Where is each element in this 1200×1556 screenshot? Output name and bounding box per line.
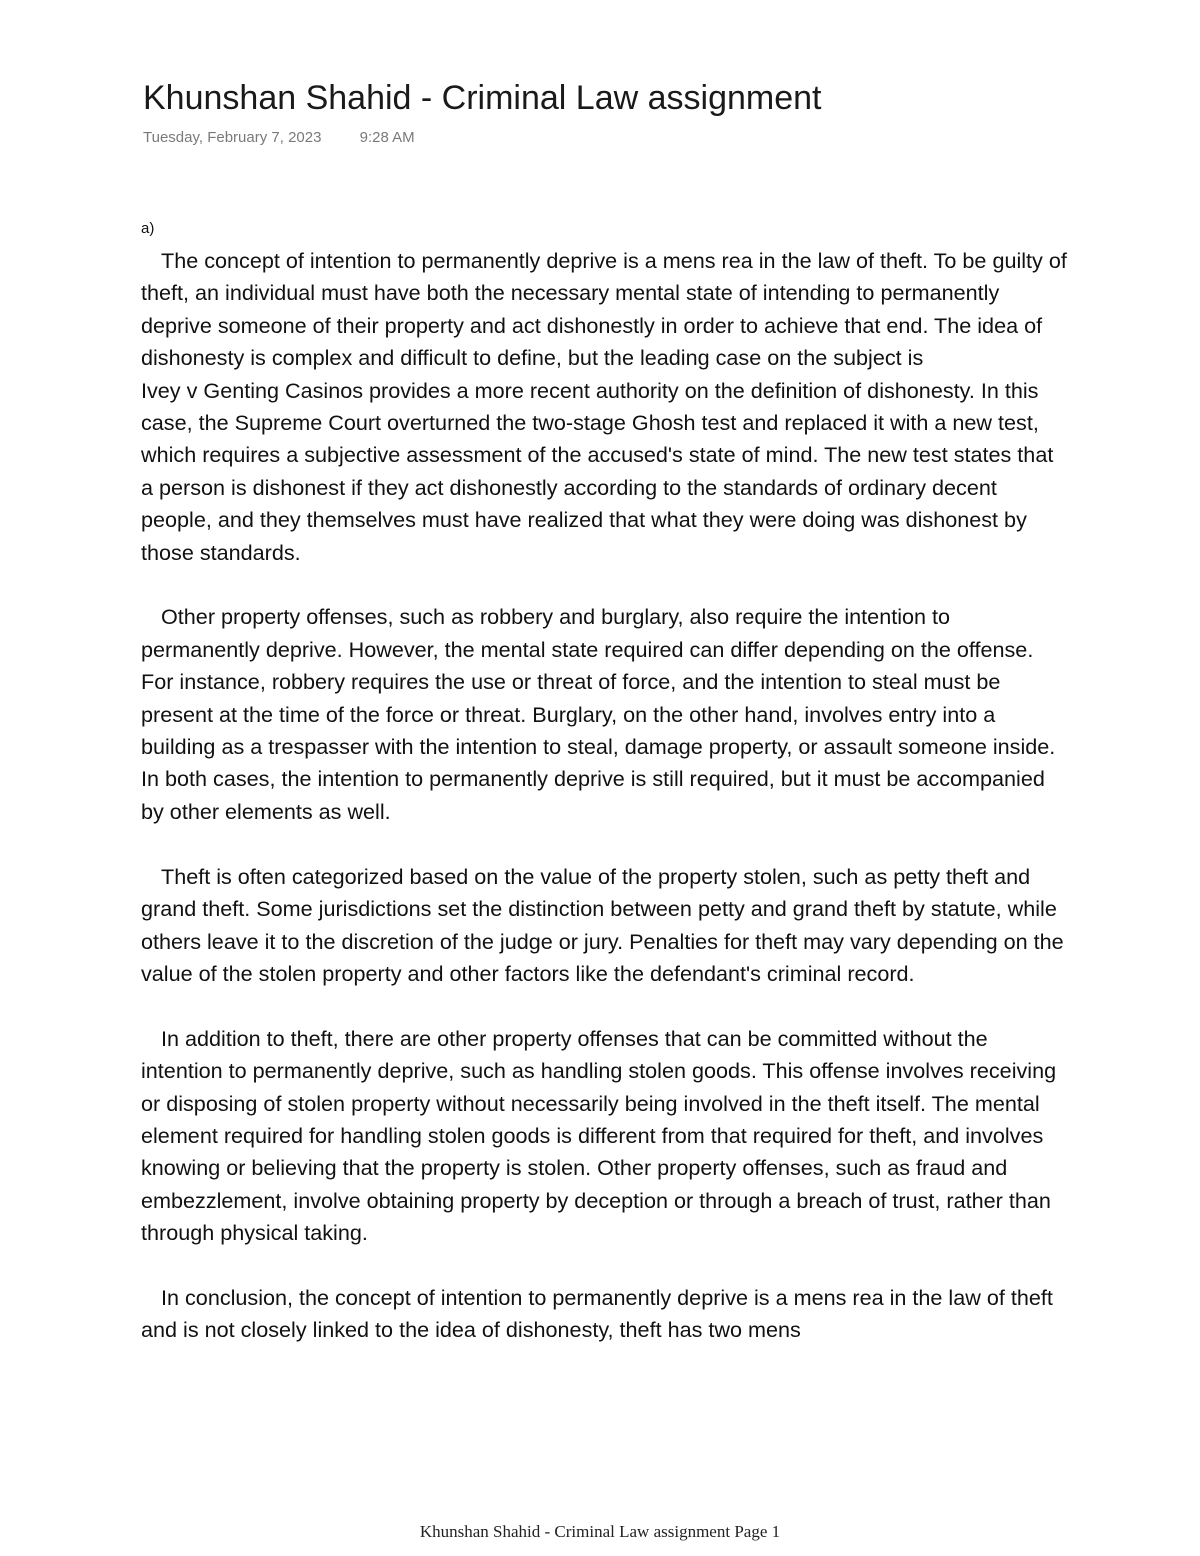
- created-date: Tuesday, February 7, 2023: [143, 129, 322, 146]
- paragraph-intro: The concept of intention to permanently deprive is a mens rea in the law of theft. To be guilty of theft, an individual must have both the necessary mental state of intending to permanently deprive someone of their property and act dishonestly in order to achieve that end. The idea of dishonesty is complex and difficult to define, but the leading case on the subject is: [141, 248, 1067, 371]
- paragraph-conclusion: In conclusion, the concept of intention to permanently deprive is a mens rea in the law of theft and is not closely linked to the idea of dishonesty, theft has two mens: [141, 1284, 1053, 1343]
- paragraph-theft-categories: Theft is often categorized based on the value of the property stolen, such as petty theft and grand theft. Some jurisdictions set the distinction between petty and grand theft by statute, while others leave it to the discretion of the judge or jury. Penalties for theft may vary depending on the value of the stolen property and other factors like the defendant's criminal record.: [141, 863, 1064, 986]
- paragraph-other-offenses: Other property offenses, such as robbery and burglary, also require the intention to permanently deprive. However, the mental state required can differ depending on the offense. For instance, robbery requires the use or threat of force, and the intention to steal must be present at the time of the force or threat. Burglary, on the other hand, involves entry into a building as a trespasser with the intention to steal, damage property, or assault someone inside. In both cases, the intention to permanently deprive is still required, but it must be accompanied by other elements as well.: [141, 604, 1056, 824]
- paragraph-ivey: Ivey v Genting Casinos provides a more recent authority on the definition of dishonesty. In this case, the Supreme Court overturned the two-stage Ghosh test and replaced it with a new test, which requires a subjective assessment of the accused's state of mind. The new test states that a person is dishonest if they act dishonestly according to the standards of ordinary decent people, and they themselves must have realized that what they were doing was dishonest by those standards.: [141, 377, 1054, 565]
- page-footer: Khunshan Shahid - Criminal Law assignment Page 1: [419, 1522, 781, 1541]
- section-label: a): [141, 220, 155, 237]
- paragraph-handling-stolen-goods: In addition to theft, there are other property offenses that can be committed without the intention to permanently deprive, such as handling stolen goods. This offense involves receiving or disposing of stolen property without necessarily being involved in the theft itself. The mental element required for handling stolen goods is different from that required for theft, and involves knowing or believing that the property is stolen. Other property offenses, such as fraud and embezzlement, involve obtaining property by deception or through a breach of trust, rather than through physical taking.: [141, 1025, 1057, 1246]
- created-time: 9:28 AM: [359, 129, 415, 146]
- note-body: [141, 213, 1071, 1347]
- page-metadata: [143, 128, 415, 148]
- page-title: Khunshan Shahid - Criminal Law assignment: [143, 79, 822, 117]
